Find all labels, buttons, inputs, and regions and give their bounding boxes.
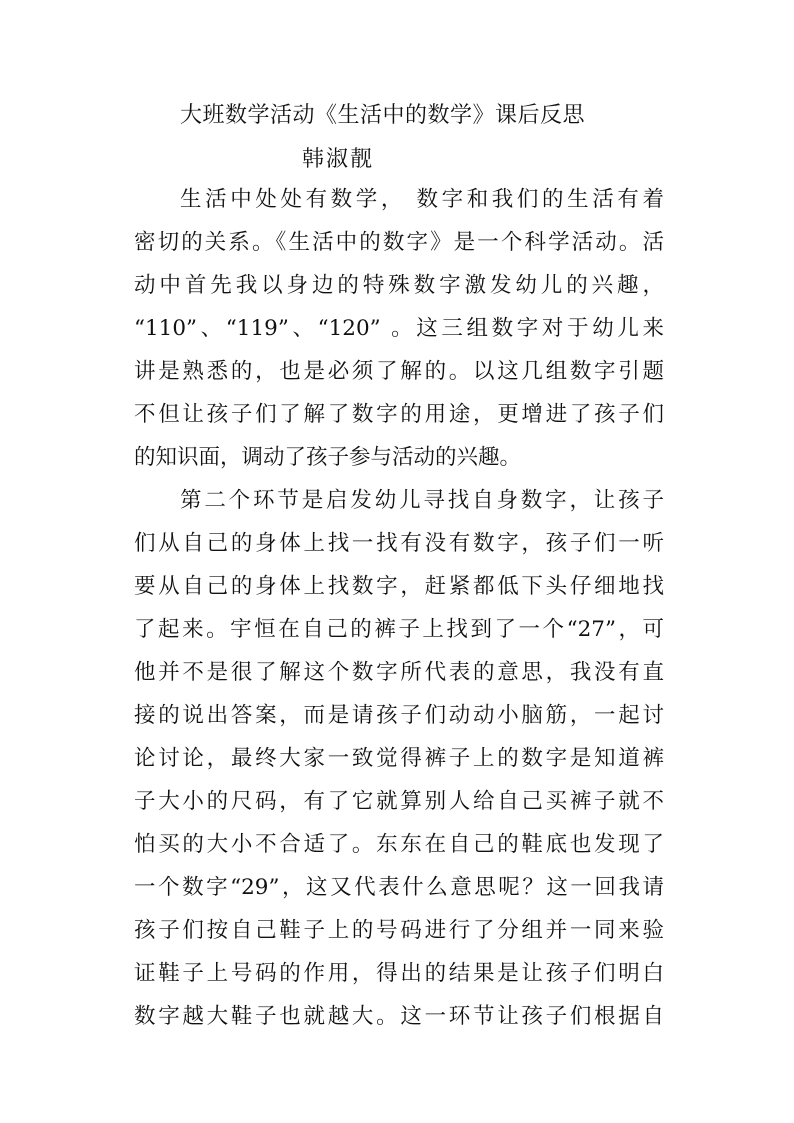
paragraph-line: 孩子们按自己鞋子上的号码进行了分组并一同来验	[134, 918, 664, 943]
paragraph-line: 动中首先我以身边的特殊数字激发幼儿的兴趣，	[134, 273, 664, 298]
paragraph-line: 生活中处处有数学， 数字和我们的生活有着	[180, 187, 664, 212]
paragraph-line: 讲是熟悉的，也是必须了解的。以这几组数字引题	[134, 359, 664, 384]
paragraph-line: 了起来。宇恒在自己的裤子上找到了一个“27”，可	[134, 617, 664, 642]
paragraph-line: 论讨论，最终大家一致觉得裤子上的数字是知道裤	[134, 746, 664, 771]
paragraph-line: 密切的关系。《生活中的数字》是一个科学活动。活	[134, 230, 664, 255]
paragraph-line: 证鞋子上号码的作用，得出的结果是让孩子们明白	[134, 961, 664, 986]
document-title: 大班数学活动《生活中的数学》课后反思	[180, 103, 586, 128]
paragraph-line: 他并不是很了解这个数字所代表的意思，我没有直	[134, 660, 664, 685]
paragraph-line: 们从自己的身体上找一找有没有数字，孩子们一听	[134, 531, 664, 556]
document-author: 韩淑靓	[302, 147, 375, 172]
paragraph-line: “110”、“119”、“120” 。这三组数字对于幼儿来	[134, 316, 664, 341]
paragraph-line: 的知识面，调动了孩子参与活动的兴趣。	[134, 445, 522, 470]
paragraph-line: 不但让孩子们了解了数字的用途，更增进了孩子们	[134, 402, 664, 427]
paragraph-line: 数字越大鞋子也就越大。这一环节让孩子们根据自	[134, 1004, 664, 1029]
paragraph-line: 怕买的大小不合适了。东东在自己的鞋底也发现了	[134, 832, 664, 857]
paragraph-line: 一个数字“29”，这又代表什么意思呢？这一回我请	[134, 875, 664, 900]
paragraph-line: 要从自己的身体上找数字，赶紧都低下头仔细地找	[134, 574, 664, 599]
paragraph-line: 子大小的尺码，有了它就算别人给自己买裤子就不	[134, 789, 664, 814]
paragraph-line: 接的说出答案，而是请孩子们动动小脑筋，一起讨	[134, 703, 664, 728]
paragraph-line: 第二个环节是启发幼儿寻找自身数字，让孩子	[180, 488, 664, 513]
